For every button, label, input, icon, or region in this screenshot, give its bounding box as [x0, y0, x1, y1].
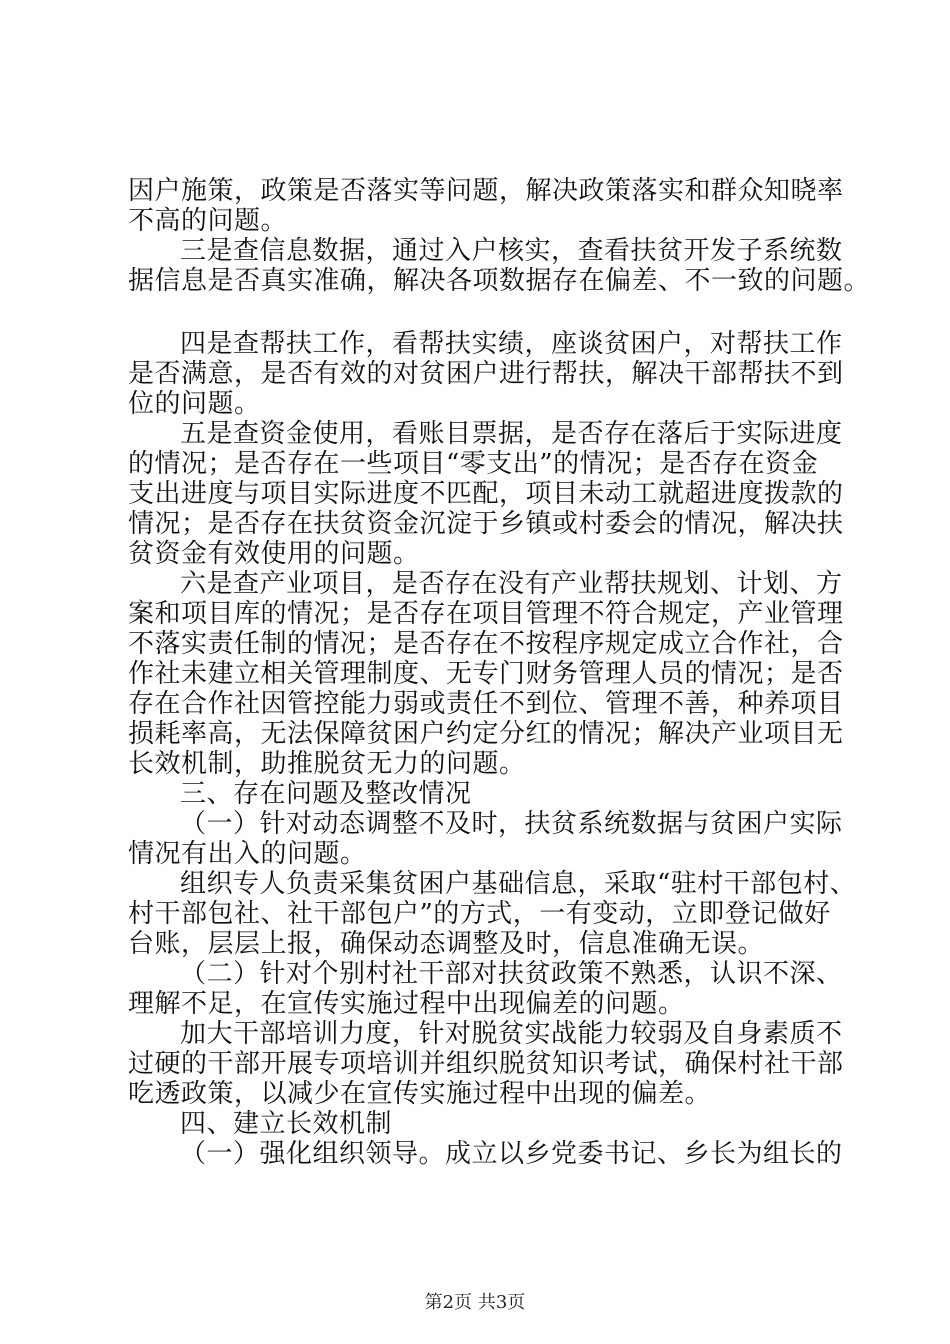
text-line: 情况有出入的问题。	[128, 839, 367, 869]
text-line: 五是查资金使用，看账目票据，是否存在落后于实际进度	[180, 419, 843, 449]
text-line: 不落实责任制的情况；是否存在不按程序规定成立合作社，合	[128, 629, 844, 659]
page-number-footer: 第2页 共3页	[424, 1292, 526, 1313]
section-heading: 三、存在问题及整改情况	[180, 779, 472, 809]
text-line: （一）强化组织领导。成立以乡党委书记、乡长为组长的	[180, 1139, 843, 1169]
text-line: 吃透政策，以减少在宣传实施过程中出现的偏差。	[128, 1079, 712, 1109]
text-line: 四是查帮扶工作，看帮扶实绩，座谈贫困户，对帮扶工作	[180, 329, 843, 359]
text-line: （二）针对个别村社干部对扶贫政策不熟悉，认识不深、	[180, 959, 843, 989]
text-line: 据信息是否真实准确，解决各项数据存在偏差、不一致的问题。	[128, 266, 871, 296]
text-line: 的情况；是否存在一些项目“零支出”的情况；是否存在资金	[128, 449, 819, 479]
text-line: 台账，层层上报，确保动态调整及时，信息准确无误。	[128, 929, 765, 959]
text-line: 存在合作社因管控能力弱或责任不到位、管理不善，种养项目	[128, 689, 844, 719]
text-line: 作社未建立相关管理制度、无专门财务管理人员的情况；是否	[128, 659, 844, 689]
text-line: （一）针对动态调整不及时，扶贫系统数据与贫困户实际	[180, 809, 843, 839]
text-line: 理解不足，在宣传实施过程中出现偏差的问题。	[128, 989, 685, 1019]
text-line: 过硬的干部开展专项培训并组织脱贫知识考试，确保村社干部	[128, 1049, 844, 1079]
text-line: 情况；是否存在扶贫资金沉淀于乡镇或村委会的情况，解决扶	[128, 509, 844, 539]
text-line: 因户施策，政策是否落实等问题，解决政策落实和群众知晓率	[128, 176, 844, 206]
text-line: 长效机制，助推脱贫无力的问题。	[128, 749, 526, 779]
text-line: 组织专人负责采集贫困户基础信息，采取“驻村干部包村、	[180, 869, 857, 899]
section-heading: 四、建立长效机制	[180, 1109, 393, 1139]
text-line: 案和项目库的情况；是否存在项目管理不符合规定，产业管理	[128, 599, 844, 629]
text-line: 是否满意，是否有效的对贫困户进行帮扶，解决干部帮扶不到	[128, 359, 844, 389]
text-line: 村干部包社、社干部包户”的方式，一有变动，立即登记做好	[128, 899, 831, 929]
text-line: 贫资金有效使用的问题。	[128, 539, 420, 569]
text-line: 不高的问题。	[128, 206, 288, 236]
text-line: 位的问题。	[128, 389, 261, 419]
text-line: 加大干部培训力度，针对脱贫实战能力较弱及自身素质不	[180, 1019, 843, 1049]
text-line: 三是查信息数据，通过入户核实，查看扶贫开发子系统数	[180, 236, 843, 266]
text-line: 损耗率高，无法保障贫困户约定分红的情况；解决产业项目无	[128, 719, 844, 749]
text-line: 支出进度与项目实际进度不匹配，项目未动工就超进度拨款的	[128, 479, 844, 509]
text-line: 六是查产业项目，是否存在没有产业帮扶规划、计划、方	[180, 569, 843, 599]
